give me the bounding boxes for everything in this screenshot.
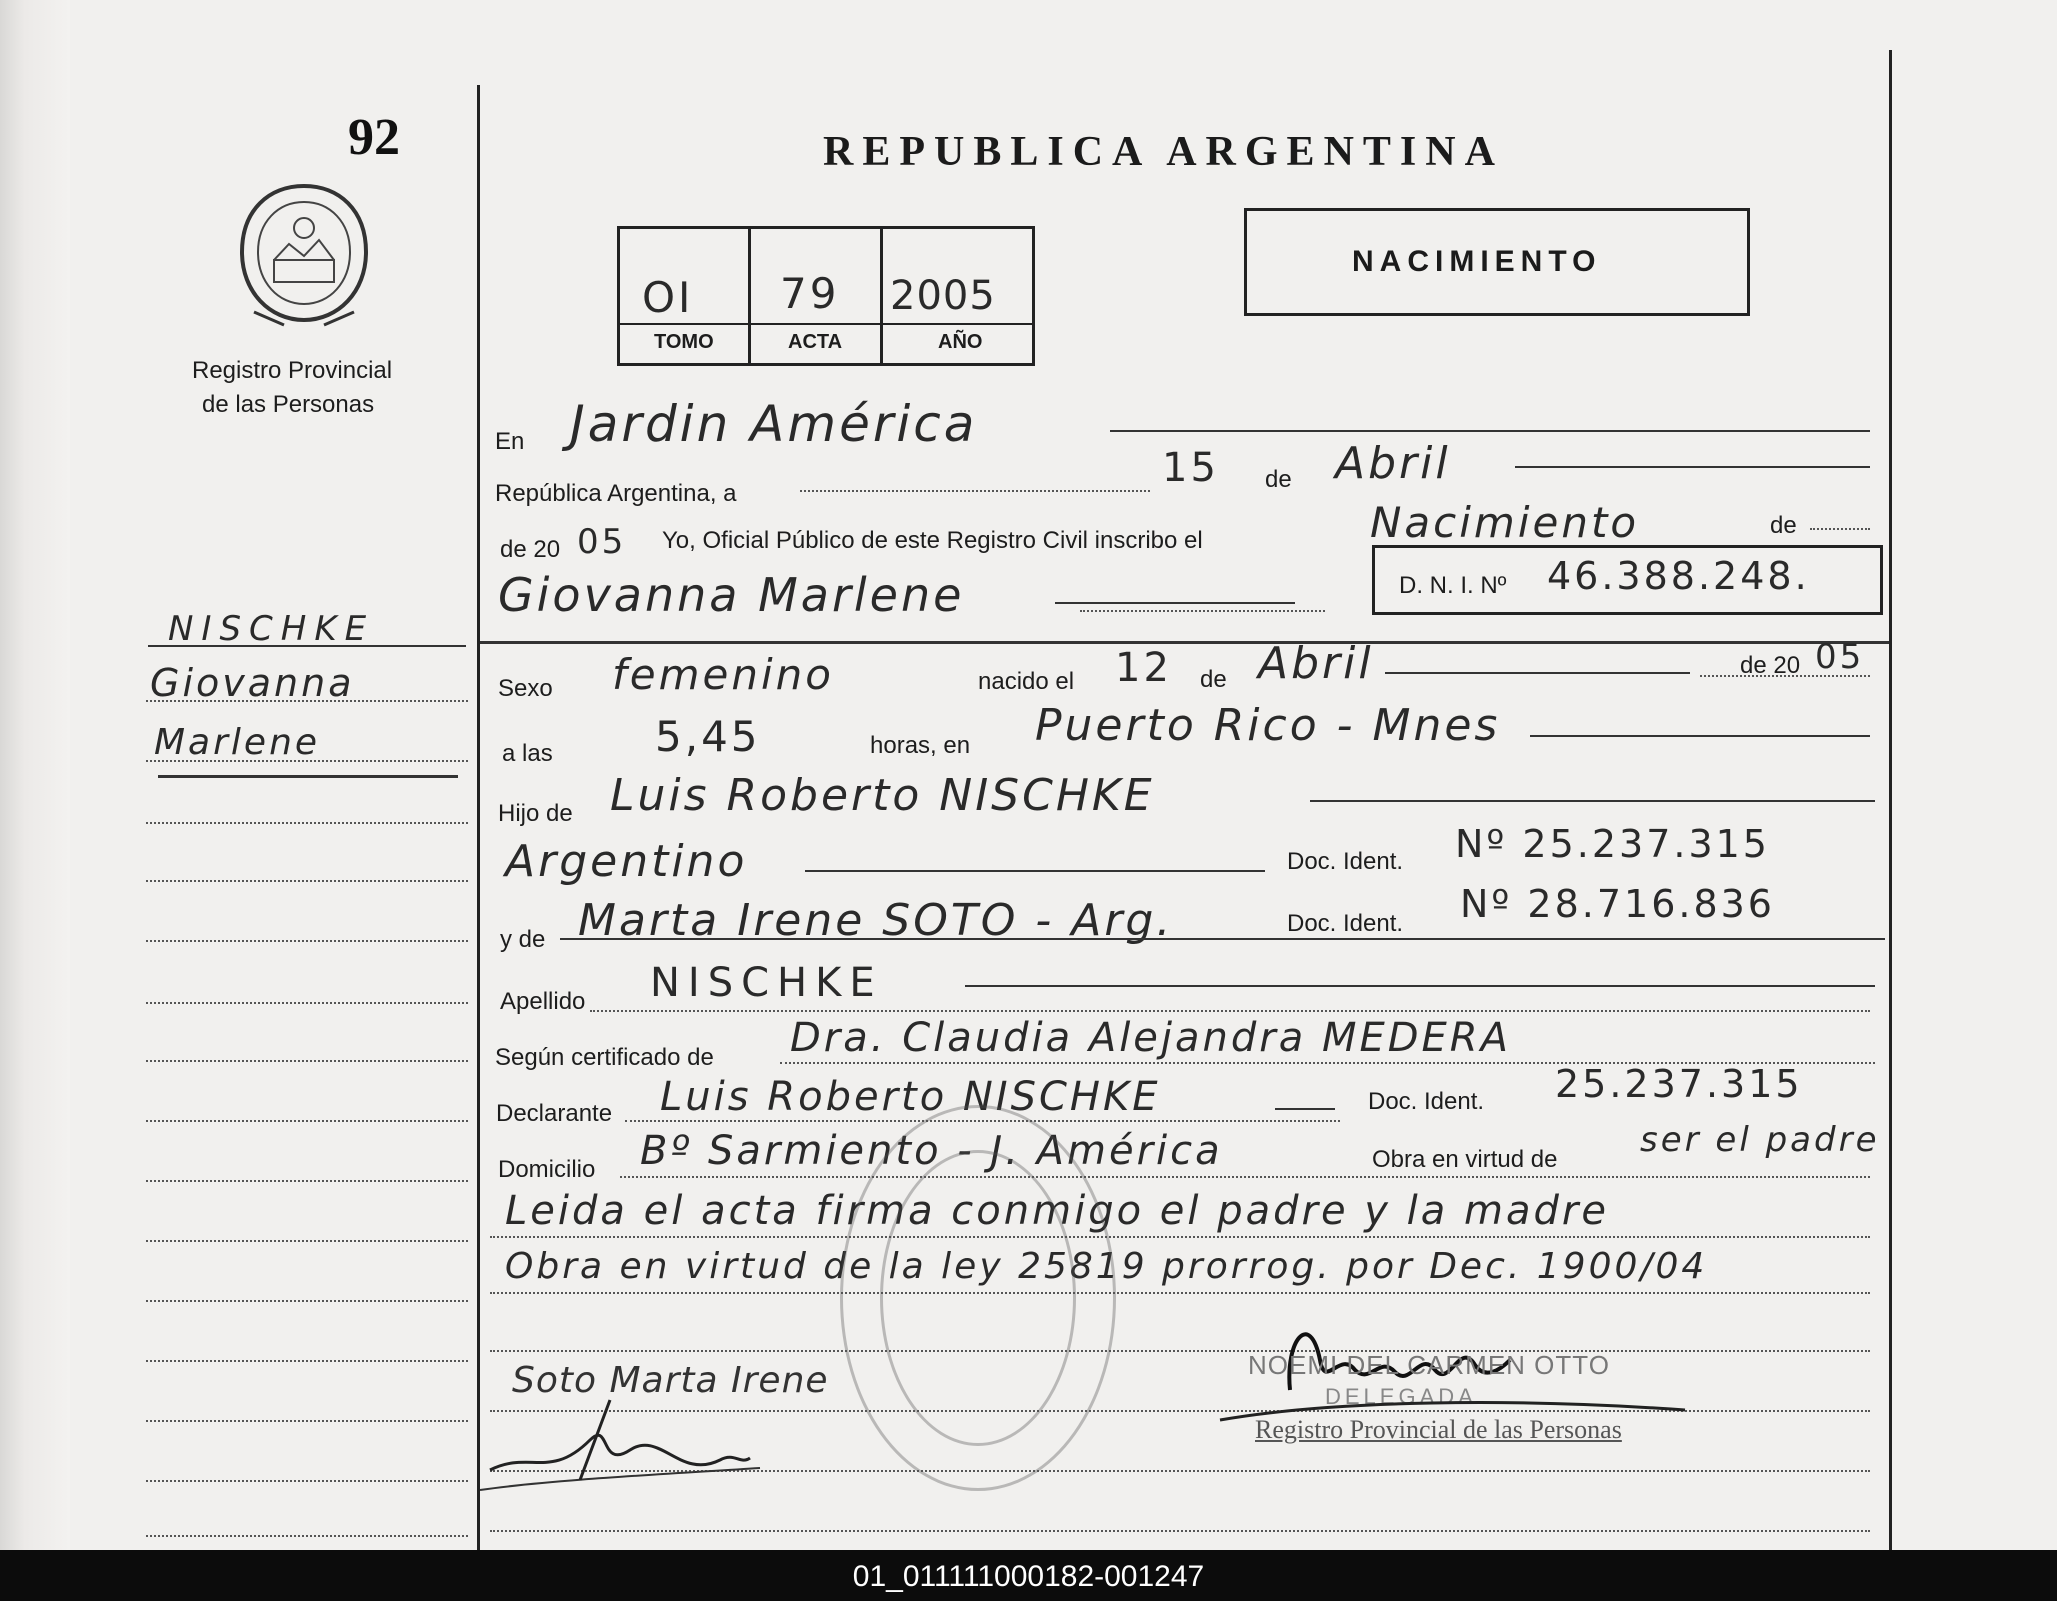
form-line [560, 938, 1885, 940]
month-value: Abril [1335, 438, 1451, 489]
domicilio-value: Bº Sarmiento - J. América [640, 1128, 1223, 1174]
sexo-label: Sexo [498, 675, 553, 702]
form-line [1515, 466, 1870, 468]
official-office: Registro Provincial de las Personas [1255, 1415, 1622, 1444]
margin-dotted-line [146, 1360, 468, 1362]
en-label: En [495, 428, 525, 455]
obra-label: Obra en virtud de [1372, 1146, 1558, 1173]
declarante-value: Luis Roberto NISCHKE [660, 1074, 1161, 1120]
father-doc-value: Nº 25.237.315 [1455, 822, 1770, 866]
note-line-2: Obra en virtud de la ley 25819 prorrog. por Dec. 1900/04 [505, 1246, 1708, 1287]
birth-day-value: 12 [1115, 645, 1172, 691]
form-dotted-line [590, 1010, 1870, 1012]
note-line-1: Leida el acta firma conmigo el padre y la madre [505, 1188, 1609, 1234]
year-suffix-value: 05 [577, 522, 627, 562]
obra-value: ser el padre [1640, 1120, 1880, 1160]
certificado-label: Según certificado de [495, 1044, 714, 1071]
father-value: Luis Roberto NISCHKE [610, 770, 1155, 821]
acta-value: 79 [780, 269, 840, 318]
de-label-3: de [1200, 666, 1227, 693]
margin-dotted-line [146, 1002, 468, 1004]
birth-month-value: Abril [1258, 638, 1374, 689]
tomo-acta-ano-table [617, 226, 1035, 366]
margin-dotted-line [146, 1240, 468, 1242]
form-line [1055, 602, 1295, 604]
form-line [1385, 672, 1690, 674]
margin-surname: NISCHKE [168, 609, 375, 649]
republic-label: República Argentina, a [495, 480, 737, 507]
margin-dotted-line [146, 1300, 468, 1302]
form-dotted-line [1080, 610, 1325, 612]
margin-dotted-line [146, 700, 468, 702]
hour-value: 5,45 [655, 712, 761, 761]
office-name-line2: de las Personas [202, 391, 375, 418]
nacido-label: nacido el [978, 668, 1075, 695]
declarante-doc-value: 25.237.315 [1555, 1062, 1803, 1106]
book-binding-edge [0, 0, 70, 1550]
form-line [1110, 430, 1870, 432]
mother-doc-value: Nº 28.716.836 [1460, 882, 1775, 926]
margin-dotted-line [146, 1420, 468, 1422]
record-type-label: NACIMIENTO [1352, 245, 1602, 278]
office-name-line1: Registro Provincial [192, 357, 393, 384]
form-dotted-line [490, 1530, 1870, 1532]
hijo-label: Hijo de [498, 800, 573, 827]
form-line [1530, 735, 1870, 737]
domicilio-label: Domicilio [498, 1156, 596, 1183]
official-signature-underline [1215, 1390, 1695, 1430]
dni-value: 46.388.248. [1547, 554, 1810, 598]
margin-given-name-2: Marlene [154, 722, 321, 763]
mother-value: Marta Irene SOTO - Arg. [578, 895, 1174, 946]
margin-dotted-line [146, 880, 468, 882]
official-name: NOEMI DEL CARMEN OTTO [1248, 1350, 1610, 1380]
a-las-label: a las [502, 740, 553, 767]
year-prefix-label: de 20 [500, 536, 561, 563]
margin-dotted-line [146, 1180, 468, 1182]
image-caption: 01_011111000182-001247 [852, 1560, 1205, 1593]
y-de-label: y de [500, 926, 546, 953]
official-title: DELEGADA [1325, 1384, 1477, 1409]
doc-ident-label: Doc. Ident. [1287, 848, 1404, 875]
event-value: Nacimiento [1370, 498, 1640, 547]
apellido-label: Apellido [500, 988, 586, 1015]
form-line [965, 985, 1875, 987]
margin-underline [158, 775, 458, 778]
country-title: REPUBLICA ARGENTINA [823, 129, 1504, 175]
provincial-seal-icon [234, 180, 374, 328]
margin-given-name-1: Giovanna [150, 661, 355, 705]
form-line [805, 870, 1265, 872]
sexo-value: femenino [612, 650, 834, 699]
declarante-label: Declarante [496, 1100, 613, 1127]
birth-year-suffix: 05 [1815, 637, 1865, 677]
form-dotted-line [1700, 675, 1870, 677]
record-type-box [1244, 208, 1750, 316]
birth-year-label: de 20 [1740, 652, 1801, 679]
tomo-label: TOMO [654, 331, 714, 353]
official-stamp-inner-ring [880, 1150, 1076, 1446]
de-label: de [1265, 466, 1292, 493]
dni-label: D. N. I. Nº [1399, 572, 1507, 599]
margin-dotted-line [146, 1480, 468, 1482]
declarante-signature-scribble [470, 1330, 770, 1510]
form-dotted-line [1810, 528, 1870, 530]
page-number: 92 [348, 109, 400, 166]
ano-value: 2005 [890, 273, 996, 319]
de-label-2: de [1770, 512, 1797, 539]
form-line [1275, 1108, 1335, 1110]
oficial-text: Yo, Oficial Público de este Registro Civil inscribo el [662, 527, 1203, 554]
form-dotted-line [490, 1236, 1870, 1238]
form-dotted-line [490, 1292, 1870, 1294]
margin-dotted-line [146, 1060, 468, 1062]
margin-dotted-line [146, 760, 468, 762]
form-dotted-line [780, 1062, 1875, 1064]
doc-ident-label-2: Doc. Ident. [1287, 910, 1404, 937]
birth-place-value: Puerto Rico - Mnes [1035, 700, 1501, 751]
margin-line [148, 645, 466, 647]
doc-ident-label-3: Doc. Ident. [1368, 1088, 1485, 1115]
place-value: Jardin América [570, 395, 978, 453]
form-line [1310, 800, 1875, 802]
tomo-value: OI [642, 273, 694, 322]
dni-box [1372, 545, 1883, 615]
acta-label: ACTA [788, 331, 843, 353]
ano-label: AÑO [938, 331, 983, 353]
day-value: 15 [1162, 445, 1219, 491]
full-name-value: Giovanna Marlene [498, 568, 965, 622]
apellido-value: NISCHKE [650, 960, 883, 1006]
form-section-divider [480, 641, 1889, 644]
mother-signature: Soto Marta Irene [512, 1360, 829, 1401]
margin-dotted-line [146, 940, 468, 942]
form-dotted-line [800, 490, 1150, 492]
margin-dotted-line [146, 1120, 468, 1122]
right-border-rule [1889, 50, 1892, 1550]
margin-dotted-line [146, 822, 468, 824]
horas-label: horas, en [870, 732, 971, 759]
margin-dotted-line [146, 1535, 468, 1537]
form-dotted-line [620, 1176, 1870, 1178]
certificado-value: Dra. Claudia Alejandra MEDERA [790, 1015, 1511, 1061]
father-nationality-value: Argentino [505, 836, 748, 887]
